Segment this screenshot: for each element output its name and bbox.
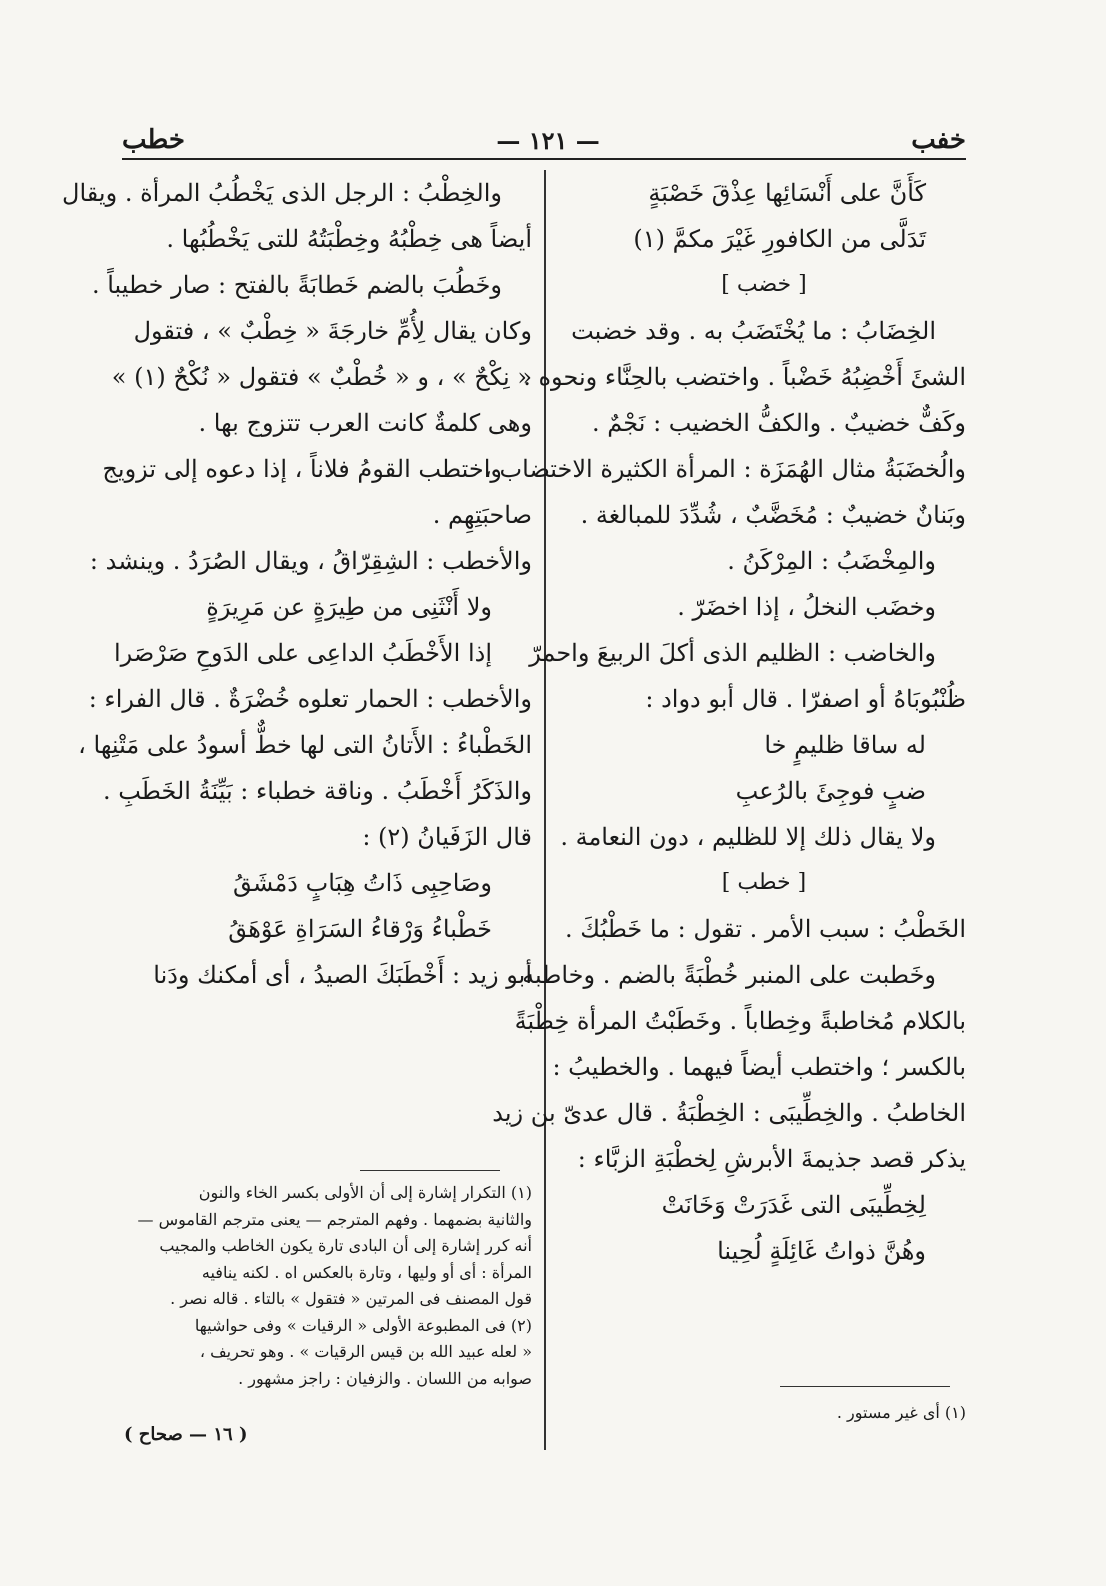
text-line: وخَطُبَ بالضم خَطابَةً بالفتح : صار خطيباً . <box>91 271 502 299</box>
verse-line: له ساقا ظليمٍ خا <box>764 731 926 759</box>
text-line: الخِضَابُ : ما يُخْتَضَبُ به . وقد خضبت <box>571 317 936 345</box>
text-line: والخِطْبُ : الرجل الذى يَخْطُبُ المرأة . ويقال <box>62 179 502 207</box>
verse-line: كَأَنَّ على أَنْسَائِها عِذْقَ خَصْبَةٍ <box>648 179 926 207</box>
text-line: ظُنْبُوبَاهُ أو اصفرّا . قال أبو دواد : <box>645 685 966 713</box>
text-line: وبَنانٌ خضيبٌ : مُخَضَّبٌ ، شُدِّدَ للمبالغة . <box>580 501 966 529</box>
footnote-rule-right <box>780 1386 950 1387</box>
right-column <box>484 170 966 1450</box>
verse-line: ضبٍ فوجِئَ بالرُعبِ <box>735 777 926 805</box>
text-line: وكَفٌّ خضيبٌ . والكفُّ الخضيب : نَجْمٌ . <box>592 409 966 437</box>
verse-line: وهُنَّ ذواتُ غَائِلَةٍ لُحِينا <box>717 1237 926 1265</box>
header-left-word: خطب <box>122 125 185 155</box>
footnote-rule-left <box>360 1170 500 1171</box>
text-line: ولا يقال ذلك إلا للظليم ، دون النعامة . <box>560 823 936 851</box>
entry-heading: [ خضب ] <box>721 272 807 297</box>
header-rule <box>122 158 966 160</box>
text-line: أبو زيد : أَخْطَبَكَ الصيدُ ، أى أمكنك ودَنا <box>153 961 532 989</box>
text-line: الخاطبُ . والخِطِّيبَى : الخِطْبَةُ . قال عدىّ بن زيد <box>492 1099 966 1127</box>
text-line: والأخطب : الحمار تعلوه خُضْرَةٌ . قال الفراء : <box>88 685 532 713</box>
entry-heading: [ خطب ] <box>721 870 807 895</box>
right-footnotes <box>562 1400 966 1427</box>
verse-line: لِخِطِّيبَى التى غَدَرَتْ وَخَانَتْ <box>661 1191 926 1219</box>
text-line: والُخضَبَةُ مثال الهُمَزَة : المرأة الكثيرة الاختضاب ، <box>484 455 966 483</box>
footnote-line: أنه كرر إشارة إلى أن البادى تارة يكون الخاطب والمجيب <box>159 1236 532 1255</box>
verse-line: إذا الأَخْطَبُ الداعِى على الدَوحِ صَرْصَرا <box>113 639 492 667</box>
footnote-line: المرأة : أى أو وليها ، وتارة بالعكس اه . لكنه ينافيه <box>201 1262 532 1282</box>
header-right-word: خفب <box>911 125 966 155</box>
text-line: وخضَب النخلُ ، إذا اخضَرّ . <box>677 593 936 621</box>
page-header <box>122 120 966 160</box>
signature-mark: ( ١٦ — صحاح ) <box>124 1424 248 1445</box>
footnote-line: (١) التكرار إشارة إلى أن الأولى بكسر الخاء والنون <box>198 1183 532 1202</box>
verse-line: خَطْباءُ وَرْقاءُ السَرَاةِ عَوْهَقُ <box>228 915 492 943</box>
footnote-line: « لعله عبيد الله بن قيس الرقيات » . وهو تحريف ، <box>199 1342 532 1361</box>
left-footnotes <box>124 1180 532 1392</box>
footnote-line: والثانية بضمهما . وفهم المترجم — يعنى مترجم القاموس — <box>137 1209 532 1229</box>
text-line: أيضاً هى خِطْبُهُ وخِطْبَتُهُ للتى يَخْطُبُها . <box>166 225 532 253</box>
verse-line: وصَاحِبِى ذَاتُ هِبَابٍ دَمْشَقُ <box>233 869 492 897</box>
text-line: « نِكْحٌ » ، و « خُطْبٌ » فتقول « نُكْحٌ (١) » <box>111 363 532 391</box>
text-line: والذَكَرُ أَخْطَبُ . وناقة خطباء : بَيِّنَةُ الخَطَبِ . <box>102 777 532 805</box>
footnote-line: صوابه من اللسان . والزفيان : راجز مشهور . <box>238 1368 532 1388</box>
text-line: وخَطبت على المنبر خُطْبَةً بالضم . وخاطبه <box>522 961 936 989</box>
text-line: وكان يقال لِأُمِّ خارجَةَ « خِطْبٌ » ، فتقول <box>133 317 532 345</box>
footnote-line: (١) أى غير مستور . <box>836 1403 966 1422</box>
text-line: يذكر قصد جذيمةَ الأبرشِ لِخطْبَةِ الزبَّاء : <box>577 1145 966 1173</box>
text-line: الخَطْباءُ : الأَتانُ التى لها خطٌّ أسودُ على مَتْنِها ، <box>78 731 532 759</box>
page-number: — ١٢١ — <box>496 125 600 155</box>
verse-line: تَدَلَّى من الكافورِ غَيْرَ مكمَّ (١) <box>633 225 926 253</box>
text-line: الشئَ أَخْضِبُهُ خَضْباً . واختضب بالحِنَّاء ونحوه . <box>523 363 966 391</box>
text-line: وهى كلمةٌ كانت العرب تتزوج بها . <box>198 409 532 437</box>
text-line: والمِخْضَبُ : المِرْكَنُ . <box>727 547 936 575</box>
text-line: الخَطْبُ : سبب الأمر . تقول : ما خَطْبُكَ . <box>564 915 966 943</box>
text-line: والخاضب : الظليم الذى أكلَ الربيعَ واحمرّ <box>529 639 936 667</box>
text-line: صاحبَتِهِم . <box>432 501 532 529</box>
footnote-line: (٢) فى المطبوعة الأولى « الرقيات » وفى حواشيها <box>194 1315 532 1335</box>
verse-line: ولا أَنْثَنِى من طِيرَةٍ عن مَرِيرَةٍ <box>206 593 492 621</box>
text-line: والأخطب : الشِقِرّاقُ ، ويقال الصُرَدُ . وينشد : <box>89 547 532 575</box>
text-line: قال الزَفَيانُ (٢) : <box>362 823 532 851</box>
text-line: واختطب القومُ فلاناً ، إذا دعوه إلى تزويج <box>102 455 502 483</box>
text-line: بالكسر ؛ واختطب أيضاً فيهما . والخطيبُ : <box>552 1053 966 1081</box>
text-line: بالكلام مُخاطبةً وخِطاباً . وخَطَبْتُ المرأة خِطْبَةً <box>514 1007 966 1035</box>
footnote-line: قول المصنف فى المرتين « فتقول » بالتاء . قاله نصر . <box>170 1289 532 1308</box>
